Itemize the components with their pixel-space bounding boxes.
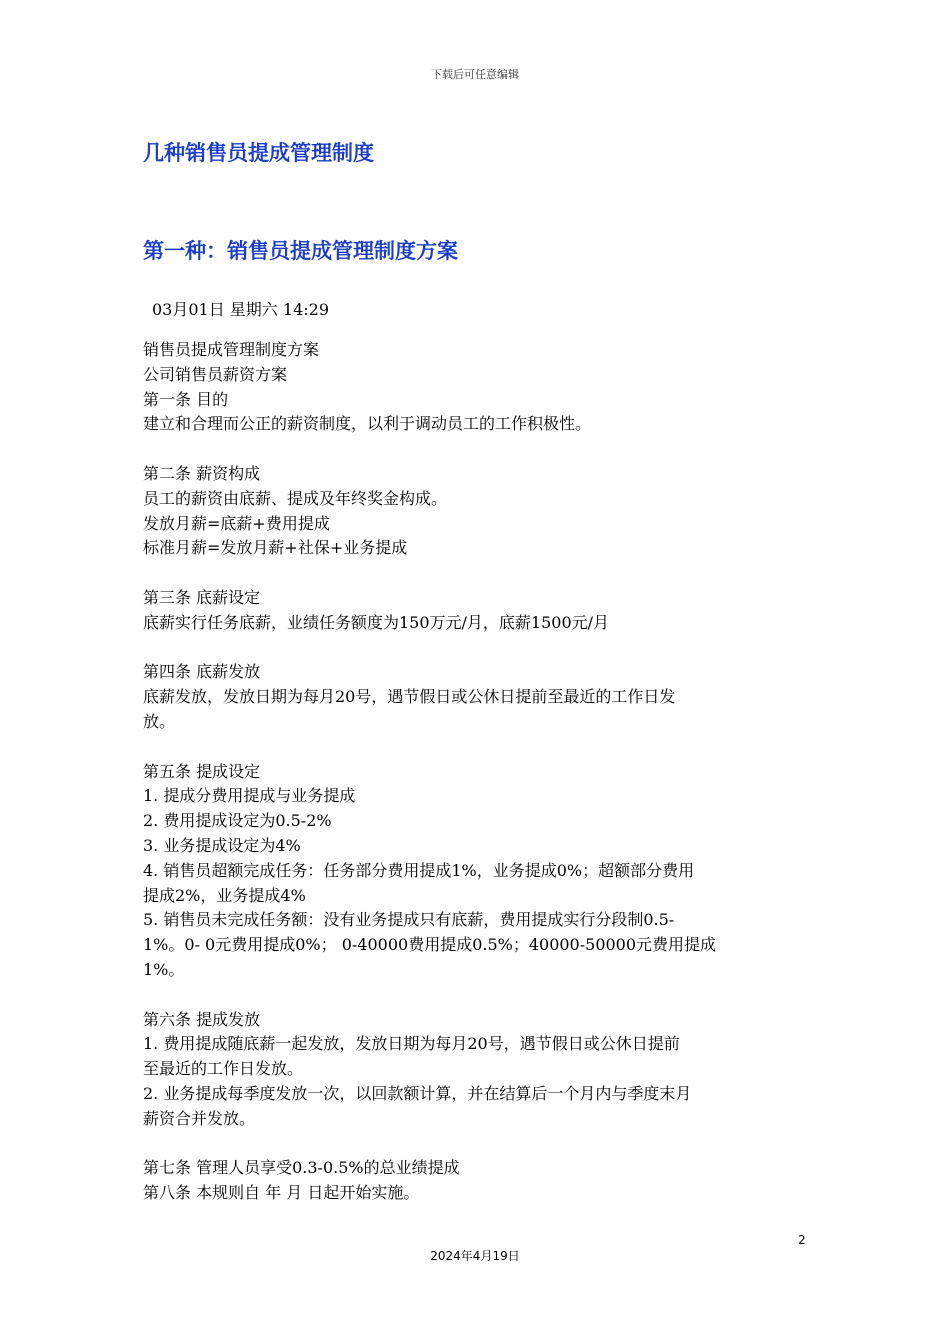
- body-line: 员工的薪资由底薪、提成及年终奖金构成。: [143, 488, 448, 508]
- page-number: 2: [798, 1233, 806, 1247]
- body-line: 底薪实行任务底薪，业绩任务额度为150万元/月，底薪1500元/月: [143, 612, 610, 632]
- page-header: 下载后可任意编辑: [431, 68, 519, 81]
- body-line: 5. 销售员未完成任务额：没有业务提成只有底薪，费用提成实行分段制0.5-: [143, 910, 675, 930]
- body-line: 第六条 提成发放: [143, 1009, 261, 1029]
- blank-line: [143, 983, 807, 1008]
- body-line: 1%。: [143, 959, 185, 979]
- body-line: 1. 费用提成随底薪一起发放，发放日期为每月20号，遇节假日或公休日提前: [143, 1034, 680, 1054]
- body-line: 2. 业务提成每季度发放一次，以回款额计算，并在结算后一个月内与季度末月: [143, 1083, 692, 1103]
- body-line: 第三条 底薪设定: [143, 587, 261, 607]
- body-line: 1%。0- 0元费用提成0%； 0-40000费用提成0.5%；40000-50000元费用提成: [143, 935, 717, 955]
- blank-line: [143, 561, 807, 586]
- body-line: 2. 费用提成设定为0.5-2%: [143, 811, 332, 831]
- body-line: 销售员提成管理制度方案: [143, 340, 320, 359]
- body-line: 至最近的工作日发放。: [143, 1059, 304, 1079]
- body-line: 第二条 薪资构成: [143, 463, 261, 483]
- body-line: 第八条 本规则自 年 月 日起开始实施。: [143, 1183, 420, 1203]
- body-line: 3. 业务提成设定为4%: [143, 835, 301, 855]
- body-line: 标准月薪=发放月薪+社保+业务提成: [143, 538, 408, 558]
- blank-line: [143, 636, 807, 661]
- page-footer-date: 2024年4月19日: [430, 1249, 520, 1263]
- blank-line: [143, 735, 807, 760]
- document-body: [143, 338, 807, 1206]
- body-line: 发放月薪=底薪+费用提成: [143, 513, 330, 533]
- blank-line: [143, 1132, 807, 1157]
- body-line: 第七条 管理人员享受0.3-0.5%的总业绩提成: [143, 1158, 460, 1178]
- body-line: 放。: [143, 711, 176, 731]
- body-line: 第五条 提成设定: [143, 761, 261, 781]
- section-title: 第一种：销售员提成管理制度方案: [143, 239, 458, 263]
- body-line: 第四条 底薪发放: [143, 662, 261, 682]
- body-line: 建立和合理而公正的薪资制度，以利于调动员工的工作积极性。: [143, 414, 592, 434]
- body-line: 4. 销售员超额完成任务：任务部分费用提成1%，业务提成0%；超额部分费用: [143, 860, 695, 880]
- body-line: 提成2%，业务提成4%: [143, 885, 306, 905]
- post-date: 03月01日 星期六 14:29: [152, 300, 330, 319]
- body-line: 薪资合并发放。: [143, 1108, 256, 1128]
- body-line: 底薪发放，发放日期为每月20号，遇节假日或公休日提前至最近的工作日发: [143, 687, 676, 707]
- document-title: 几种销售员提成管理制度: [143, 141, 374, 165]
- body-line: 公司销售员薪资方案: [143, 364, 288, 384]
- body-line: 1. 提成分费用提成与业务提成: [143, 786, 356, 806]
- blank-line: [143, 437, 807, 462]
- body-line: 第一条 目的: [143, 389, 229, 409]
